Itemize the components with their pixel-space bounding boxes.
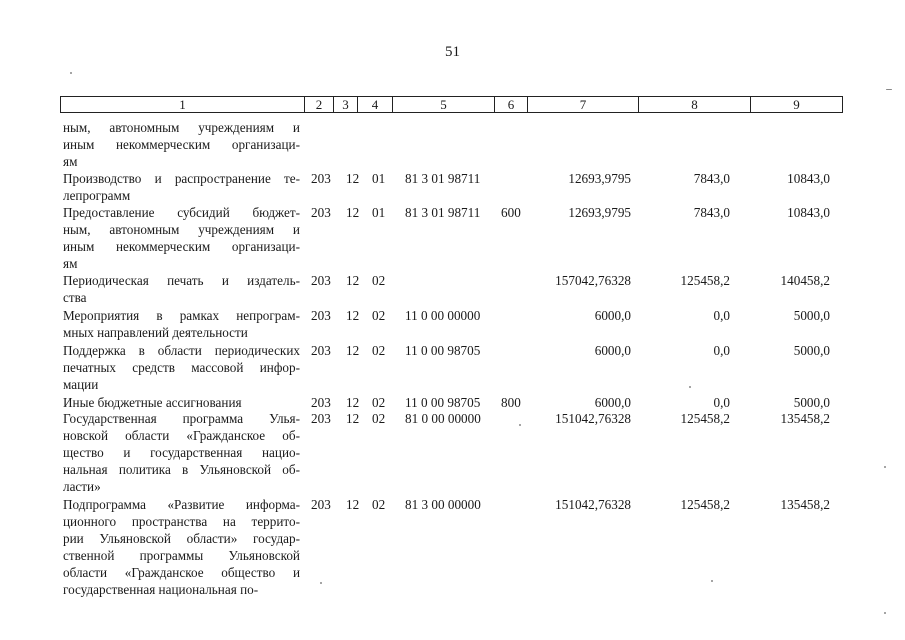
description-line: Подпрограмма «Развитие информа- <box>63 497 300 512</box>
cell-section: 203 <box>311 273 331 288</box>
scan-speck <box>886 89 892 90</box>
cell-subsection: 02 <box>372 308 386 323</box>
cell-chapter: 12 <box>346 308 360 323</box>
cell-amount-col8: 125458,2 <box>680 411 730 426</box>
cell-target-article: 81 3 01 98711 <box>405 171 481 186</box>
cell-chapter: 12 <box>346 395 360 410</box>
cell-amount-col8: 0,0 <box>713 395 730 410</box>
description-line: щество и государственная нацио- <box>63 445 300 460</box>
cell-amount-col8: 0,0 <box>713 343 730 358</box>
cell-amount-col7: 6000,0 <box>594 395 631 410</box>
scan-speck <box>689 386 691 388</box>
scan-speck <box>884 612 886 614</box>
description-line: ственной программы Ульяновской <box>63 548 300 563</box>
cell-amount-col9: 5000,0 <box>793 395 830 410</box>
description-line: ласти» <box>63 479 101 494</box>
description-line: ным, автономным учреждениям и <box>63 120 300 135</box>
header-col-6: 6 <box>495 97 528 112</box>
cell-chapter: 12 <box>346 205 360 220</box>
description-line: Периодическая печать и издатель- <box>63 273 300 288</box>
cell-subsection: 01 <box>372 171 386 186</box>
cell-subsection: 02 <box>372 411 386 426</box>
cell-amount-col7: 12693,9795 <box>568 205 631 220</box>
cell-amount-col9: 140458,2 <box>780 273 830 288</box>
cell-section: 203 <box>311 411 331 426</box>
header-col-5: 5 <box>393 97 495 112</box>
description-line: Государственная программа Улья- <box>63 411 300 426</box>
row-description <box>63 342 300 393</box>
cell-chapter: 12 <box>346 497 360 512</box>
scan-speck <box>320 582 322 584</box>
header-col-3: 3 <box>334 97 358 112</box>
description-line: ционного пространства на террито- <box>63 514 300 529</box>
cell-subsection: 02 <box>372 343 386 358</box>
cell-amount-col7: 157042,76328 <box>555 273 631 288</box>
cell-amount-col9: 135458,2 <box>780 411 830 426</box>
row-description <box>63 204 300 272</box>
row-description <box>63 394 300 411</box>
row-description <box>63 119 300 170</box>
description-line: иным некоммерческим организаци- <box>63 239 300 254</box>
description-line: Предоставление субсидий бюджет- <box>63 205 300 220</box>
description-line: области «Гражданское общество и <box>63 565 300 580</box>
cell-chapter: 12 <box>346 343 360 358</box>
scan-speck <box>711 580 713 582</box>
row-description <box>63 170 300 204</box>
header-col-8: 8 <box>639 97 751 112</box>
cell-target-article: 81 3 01 98711 <box>405 205 481 220</box>
scan-speck <box>70 72 72 74</box>
cell-amount-col7: 6000,0 <box>594 308 631 323</box>
row-description <box>63 496 300 598</box>
header-col-1: 1 <box>61 97 305 112</box>
cell-section: 203 <box>311 308 331 323</box>
description-line: мации <box>63 377 99 392</box>
header-col-9: 9 <box>793 97 800 112</box>
cell-amount-col7: 151042,76328 <box>555 411 631 426</box>
header-col-2: 2 <box>305 97 334 112</box>
header-col-4: 4 <box>358 97 393 112</box>
cell-amount-col7: 151042,76328 <box>555 497 631 512</box>
cell-target-article: 81 3 00 00000 <box>405 497 481 512</box>
cell-chapter: 12 <box>346 411 360 426</box>
cell-subsection: 01 <box>372 205 386 220</box>
description-line: ям <box>63 154 78 169</box>
row-description <box>63 410 300 495</box>
description-line: государственная национальная по- <box>63 582 259 597</box>
description-line: новской области «Гражданское об- <box>63 428 300 443</box>
row-description <box>63 307 300 341</box>
cell-amount-col8: 7843,0 <box>693 205 730 220</box>
description-line: Поддержка в области периодических <box>63 343 300 358</box>
cell-amount-col8: 0,0 <box>713 308 730 323</box>
row-description <box>63 272 300 306</box>
cell-subsection: 02 <box>372 395 386 410</box>
cell-chapter: 12 <box>346 273 360 288</box>
description-line: ям <box>63 256 78 271</box>
description-line: лепрограмм <box>63 188 131 203</box>
cell-amount-col9: 10843,0 <box>787 171 830 186</box>
cell-subsection: 02 <box>372 273 386 288</box>
description-line: ства <box>63 290 87 305</box>
cell-target-article: 11 0 00 98705 <box>405 395 481 410</box>
cell-subsection: 02 <box>372 497 386 512</box>
description-line: мных направлений деятельности <box>63 325 248 340</box>
description-line: печатных средств массовой инфор- <box>63 360 300 375</box>
cell-amount-col9: 5000,0 <box>793 308 830 323</box>
cell-amount-col7: 6000,0 <box>594 343 631 358</box>
cell-expense-type: 800 <box>501 395 521 410</box>
description-line: иным некоммерческим организаци- <box>63 137 300 152</box>
cell-amount-col7: 12693,9795 <box>568 171 631 186</box>
cell-amount-col8: 125458,2 <box>680 497 730 512</box>
description-line: Мероприятия в рамках непрограм- <box>63 308 300 323</box>
cell-target-article: 81 0 00 00000 <box>405 411 481 426</box>
cell-amount-col8: 125458,2 <box>680 273 730 288</box>
cell-chapter: 12 <box>346 171 360 186</box>
scan-speck <box>519 424 521 426</box>
cell-amount-col9: 5000,0 <box>793 343 830 358</box>
page-number: 51 <box>445 44 460 60</box>
cell-target-article: 11 0 00 00000 <box>405 308 481 323</box>
description-line: рии Ульяновской области» государ- <box>63 531 300 546</box>
cell-target-article: 11 0 00 98705 <box>405 343 481 358</box>
cell-amount-col8: 7843,0 <box>693 171 730 186</box>
header-col-7: 7 <box>528 97 639 112</box>
description-line: ным, автономным учреждениям и <box>63 222 300 237</box>
cell-amount-col9: 135458,2 <box>780 497 830 512</box>
cell-section: 203 <box>311 205 331 220</box>
cell-section: 203 <box>311 343 331 358</box>
cell-section: 203 <box>311 395 331 410</box>
table-header <box>60 96 843 113</box>
description-line: Производство и распространение те- <box>63 171 300 186</box>
cell-expense-type: 600 <box>501 205 521 220</box>
cell-section: 203 <box>311 497 331 512</box>
scan-speck <box>884 466 886 468</box>
description-line: нальная политика в Ульяновской об- <box>63 462 300 477</box>
cell-section: 203 <box>311 171 331 186</box>
description-line: Иные бюджетные ассигнования <box>63 395 242 410</box>
cell-amount-col9: 10843,0 <box>787 205 830 220</box>
